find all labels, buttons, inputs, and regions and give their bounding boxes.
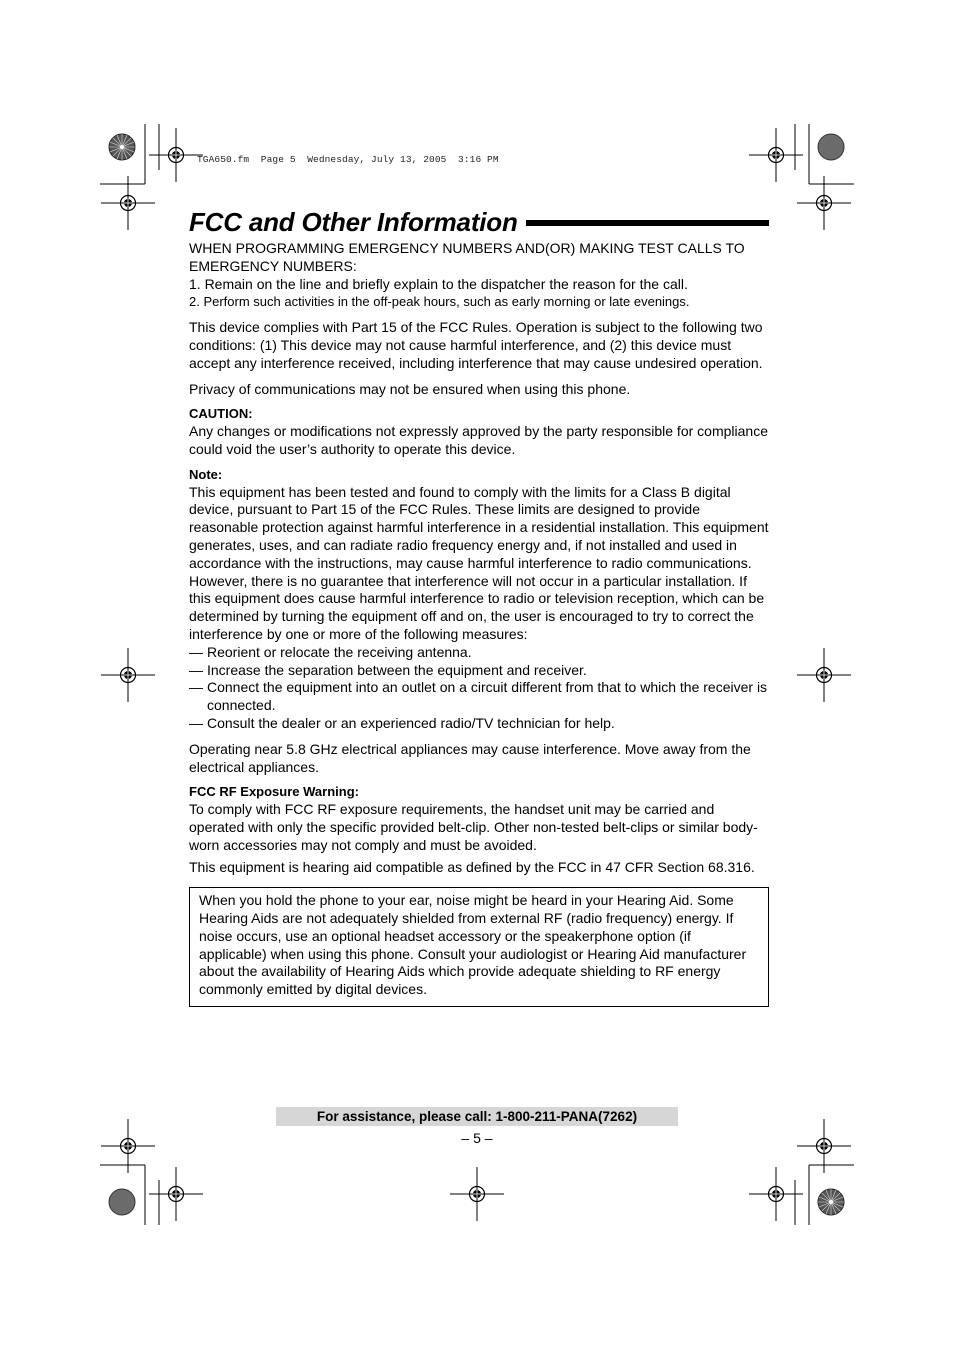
measure-item	[189, 715, 769, 733]
measure-text: Increase the separation between the equipment and receiver.	[207, 661, 587, 678]
privacy-paragraph: Privacy of communications may not be ensured when using this phone.	[189, 380, 631, 397]
rf-heading: FCC RF Exposure Warning:	[189, 784, 359, 800]
hearing-aid-notice-box: When you hold the phone to your ear, noise might be heard in your Hearing Aid. Some Hearing Aids are not adequately shielded from external RF (radio frequency) energy. If noise occurs, use an optional headset accessory or the speakerphone option (if applicable) when using this phone. Consult your audiologist or Hearing Aid manufacturer about the availability of Hearing Aids which provide adequate shielding to RF energy commonly emitted by digital devices.	[189, 887, 769, 1007]
dash-mark: —	[189, 714, 203, 731]
rf-text: To comply with FCC RF exposure requirements, the handset unit may be carried and operated with only the specific provided belt-clip. Other non-tested belt-clips or similar body-worn accessories may not comply and must be avoided.	[189, 801, 758, 853]
note-heading: Note:	[189, 466, 223, 482]
file-info-header: TGA650.fm Page 5 Wednesday, July 13, 2005 3:16 PM	[197, 154, 499, 165]
measure-item	[189, 644, 769, 662]
emergency-item-1: 1. Remain on the line and briefly explain to the dispatcher the reason for the call.	[189, 275, 688, 292]
caution-text: Any changes or modifications not expressly approved by the party responsible for compliance could void the user’s authority to operate this device.	[189, 423, 768, 457]
dash-mark: —	[189, 661, 203, 678]
measure-text: Reorient or relocate the receiving antenna.	[207, 643, 472, 660]
page-content	[189, 204, 769, 1007]
title-rule	[526, 220, 769, 226]
compliance-paragraph: This device complies with Part 15 of the FCC Rules. Operation is subject to the following two conditions: (1) This device may not cause harmful interference, and (2) this device must accept any interference received, including interference that may cause undesired operation.	[189, 319, 763, 371]
assistance-banner: For assistance, please call: 1-800-211-PANA(7262)	[276, 1107, 678, 1126]
measure-item	[189, 679, 769, 715]
measure-text: Consult the dealer or an experienced radio/TV technician for help.	[207, 714, 615, 731]
caution-heading: CAUTION:	[189, 406, 253, 422]
measure-text: Connect the equipment into an outlet on a circuit different from that to which the receiver is connected.	[207, 679, 768, 714]
dash-mark: —	[189, 679, 203, 696]
emergency-intro: WHEN PROGRAMMING EMERGENCY NUMBERS AND(OR) MAKING TEST CALLS TO EMERGENCY NUMBERS:	[189, 240, 745, 274]
title-row	[189, 204, 769, 240]
page-number: – 5 –	[461, 1130, 493, 1146]
page-title: FCC and Other Information	[189, 206, 518, 237]
emergency-item-2: 2. Perform such activities in the off-peak hours, such as early morning or late evenings.	[189, 294, 690, 310]
dash-mark: —	[189, 643, 203, 660]
note-text: This equipment has been tested and found to comply with the limits for a Class B digital device, pursuant to Part 15 of the FCC Rules. These limits are designed to provide reasonable protection against harmful interference in a residential installation. This equipment generates, uses, and can radiate radio frequency energy and, if not installed and used in accordance with the instructions, may cause harmful interference to radio communications. However, there is no guarantee that interference will not occur in a particular installation. If this equipment does cause harmful interference to radio or television reception, which can be determined by turning the equipment off and on, the user is encouraged to try to correct the interference by one or more of the following measures:	[189, 483, 769, 642]
operating-paragraph: Operating near 5.8 GHz electrical appliances may cause interference. Move away from the electrical appliances.	[189, 740, 751, 775]
measure-item	[189, 662, 769, 680]
hac-paragraph: This equipment is hearing aid compatible as defined by the FCC in 47 CFR Section 68.316.	[189, 858, 755, 875]
